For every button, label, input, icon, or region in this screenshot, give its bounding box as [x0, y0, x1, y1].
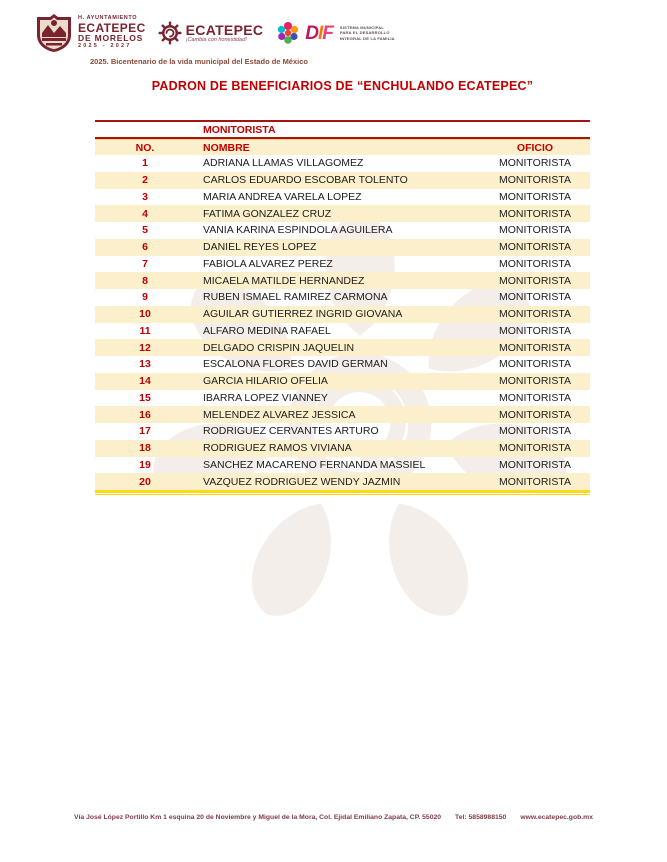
row-number-cell: 6 [142, 241, 148, 254]
footer-phone: Tel: 5858988150 [455, 814, 507, 821]
oficio-cell: MONITORISTA [499, 174, 571, 187]
dif-letter-f: F [322, 22, 333, 44]
table-row [95, 256, 590, 273]
beneficiary-name-cell: IBARRA LOPEZ VIANNEY [203, 391, 328, 404]
row-number-cell: 9 [142, 291, 148, 304]
row-number-cell: 20 [139, 475, 151, 488]
dif-flower-icon [275, 20, 301, 46]
oficio-cell: MONITORISTA [499, 408, 571, 421]
table-bottom-rule [95, 490, 590, 495]
table-row [95, 423, 590, 440]
beneficiary-name-cell: RODRIGUEZ CERVANTES ARTURO [203, 425, 379, 438]
row-number-cell: 12 [139, 341, 151, 354]
table-header-row [95, 139, 590, 155]
table-row [95, 440, 590, 457]
table-row [95, 457, 590, 474]
oficio-cell: MONITORISTA [499, 475, 571, 488]
beneficiary-name-cell: VAZQUEZ RODRIGUEZ WENDY JAZMIN [203, 475, 401, 488]
table-row [95, 356, 590, 373]
row-number-cell: 10 [139, 308, 151, 321]
beneficiary-name-cell: DANIEL REYES LOPEZ [203, 241, 317, 254]
table-row [95, 189, 590, 206]
ecatepec-gear-icon [158, 21, 182, 45]
oficio-cell: MONITORISTA [499, 274, 571, 287]
beneficiaries-table [95, 120, 590, 495]
oficio-cell: MONITORISTA [499, 241, 571, 254]
beneficiary-name-cell: MICAELA MATILDE HERNANDEZ [203, 274, 365, 287]
table-row [95, 390, 590, 407]
column-header-nombre: NOMBRE [203, 141, 250, 154]
dif-letter-i: I [318, 22, 323, 44]
row-number-cell: 1 [142, 157, 148, 170]
row-number-cell: 11 [139, 324, 151, 337]
header-logo-strip [34, 13, 395, 53]
beneficiary-name-cell: SANCHEZ MACARENO FERNANDA MASSIEL [203, 458, 426, 471]
beneficiary-name-cell: CARLOS EDUARDO ESCOBAR TOLENTO [203, 174, 408, 187]
row-number-cell: 17 [139, 425, 151, 438]
beneficiary-name-cell: ADRIANA LLAMAS VILLAGOMEZ [203, 157, 364, 170]
dif-letter-d: D [305, 22, 318, 44]
oficio-cell: MONITORISTA [499, 324, 571, 337]
row-number-cell: 3 [142, 190, 148, 203]
coat-of-arms-icon [34, 13, 74, 53]
dif-caption-line: INTEGRAL DE LA FAMILIA [339, 35, 395, 41]
beneficiary-name-cell: ALFARO MEDINA RAFAEL [203, 324, 331, 337]
page-title: PADRON DE BENEFICIARIOS DE “ENCHULANDO ECATEPEC” [151, 79, 534, 93]
row-number-cell: 18 [139, 442, 151, 455]
beneficiary-name-cell: MELENDEZ ALVAREZ JESSICA [203, 408, 356, 421]
crest-line-ayuntamiento: H. AYUNTAMIENTO [78, 14, 138, 21]
table-row [95, 323, 590, 340]
dif-letters [305, 24, 333, 43]
beneficiary-name-cell: VANIA KARINA ESPINDOLA AGUILERA [203, 224, 393, 237]
oficio-cell: MONITORISTA [499, 257, 571, 270]
oficio-cell: MONITORISTA [499, 190, 571, 203]
row-number-cell: 13 [139, 358, 151, 371]
dif-caption-line: PARA EL DESARROLLO [339, 30, 390, 36]
row-number-cell: 8 [142, 274, 148, 287]
row-number-cell: 4 [142, 207, 148, 220]
ecatepec-logo-text [186, 23, 264, 44]
footer-website: www.ecatepec.gob.mx [520, 814, 593, 821]
row-number-cell: 7 [142, 257, 148, 270]
table-row [95, 205, 590, 222]
oficio-cell: MONITORISTA [499, 358, 571, 371]
table-row [95, 306, 590, 323]
table-row [95, 406, 590, 423]
beneficiary-name-cell: AGUILAR GUTIERREZ INGRID GIOVANA [203, 308, 403, 321]
ecatepec-brand-logo [158, 21, 264, 45]
oficio-cell: MONITORISTA [499, 442, 571, 455]
oficio-cell: MONITORISTA [499, 291, 571, 304]
ecatepec-logo-tagline: ¡Cambia con honestidad! [185, 36, 247, 43]
beneficiary-name-cell: GARCIA HILARIO OFELIA [203, 375, 328, 388]
beneficiary-name-cell: ESCALONA FLORES DAVID GERMAN [203, 358, 388, 371]
footer-address: Vía José López Portillo Km 1 esquina 20 de Noviembre y Miguel de la Mora, Col. Ejidal Emiliano Zapata, CP. 55020 [74, 814, 442, 821]
row-number-cell: 15 [139, 391, 151, 404]
table-row [95, 473, 590, 490]
table-row [95, 155, 590, 172]
table-row [95, 289, 590, 306]
crest-line-ecatepec: ECATEPEC [78, 20, 146, 35]
ecatepec-logo-name: ECATEPEC [185, 21, 264, 38]
table-group-header: MONITORISTA [203, 123, 276, 136]
beneficiary-name-cell: FABIOLA ALVAREZ PEREZ [203, 257, 333, 270]
row-number-cell: 16 [139, 408, 151, 421]
row-number-cell: 5 [142, 224, 148, 237]
table-row [95, 373, 590, 390]
crest-line-period: 2025 - 2027 [78, 43, 132, 50]
table-row [95, 339, 590, 356]
oficio-cell: MONITORISTA [499, 207, 571, 220]
oficio-cell: MONITORISTA [499, 375, 571, 388]
oficio-cell: MONITORISTA [499, 224, 571, 237]
crest-text-block [78, 16, 146, 50]
oficio-cell: MONITORISTA [499, 391, 571, 404]
beneficiary-name-cell: FATIMA GONZALEZ CRUZ [203, 207, 332, 220]
municipal-coat-of-arms [34, 13, 146, 53]
row-number-cell: 2 [142, 174, 148, 187]
beneficiary-name-cell: RODRIGUEZ RAMOS VIVIANA [203, 442, 352, 455]
table-body [95, 155, 590, 490]
dif-caption [340, 25, 395, 41]
column-header-oficio: OFICIO [516, 141, 554, 154]
beneficiary-name-cell: DELGADO CRISPIN JAQUELIN [203, 341, 355, 354]
row-number-cell: 19 [139, 458, 151, 471]
oficio-cell: MONITORISTA [499, 425, 571, 438]
beneficiary-name-cell: RUBEN ISMAEL RAMIREZ CARMONA [203, 291, 388, 304]
row-number-cell: 14 [139, 375, 151, 388]
dif-caption-line: SISTEMA MUNICIPAL [339, 25, 384, 31]
table-row [95, 272, 590, 289]
oficio-cell: MONITORISTA [499, 308, 571, 321]
bicentenario-banner: 2025. Bicentenario de la vida municipal del Estado de México [90, 57, 308, 66]
table-row [95, 222, 590, 239]
column-header-no: NO. [135, 141, 155, 154]
crest-line-de-morelos: DE MORELOS [78, 33, 144, 44]
table-row [95, 172, 590, 189]
page-footer [0, 814, 667, 821]
oficio-cell: MONITORISTA [499, 458, 571, 471]
oficio-cell: MONITORISTA [499, 157, 571, 170]
oficio-cell: MONITORISTA [499, 341, 571, 354]
dif-logo [275, 20, 394, 46]
table-row [95, 239, 590, 256]
beneficiary-name-cell: MARIA ANDREA VARELA LOPEZ [203, 190, 362, 203]
